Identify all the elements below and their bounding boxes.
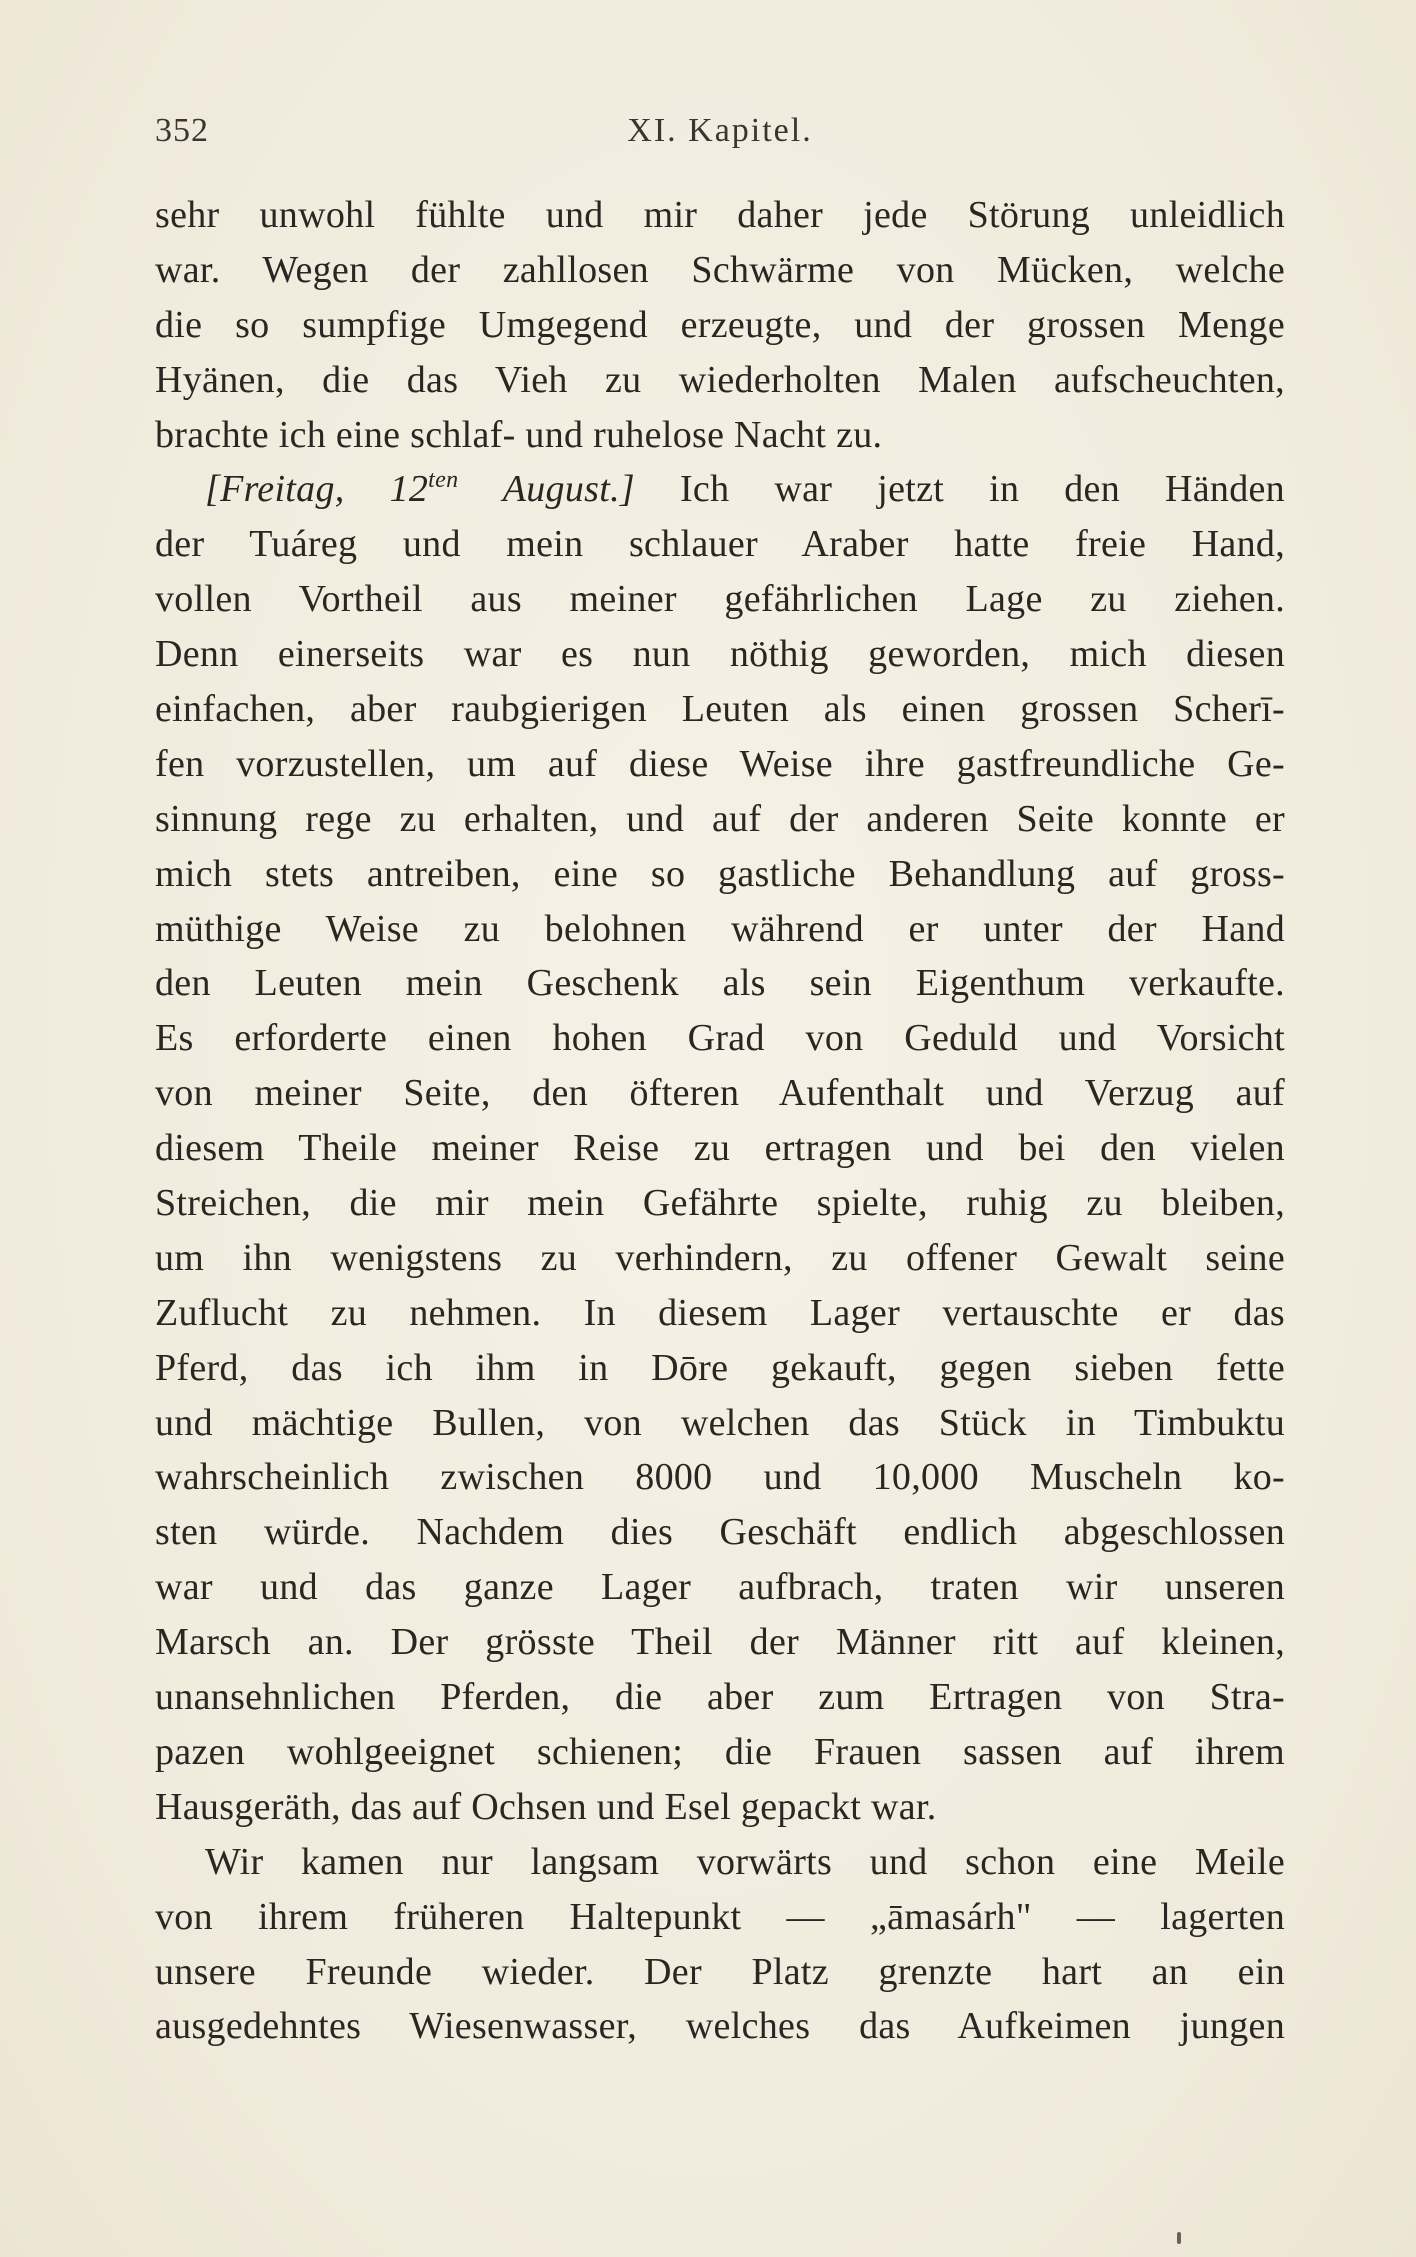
text-line-date: [Freitag, $12^{ten}$ August.] Ich war jetzt in den Händen <box>205 467 1285 511</box>
text-line: sten würde. Nachdem dies Geschäft endlich abgeschlossen <box>155 1511 1285 1554</box>
text-line: einfachen, aber raubgierigen Leuten als einen grossen Scherī- <box>155 688 1285 731</box>
text-line: Hyänen, die das Vieh zu wiederholten Malen aufscheuchten, <box>155 358 1285 401</box>
text-line: sehr unwohl fühlte und mir daher jede Störung unleidlich <box>155 194 1285 236</box>
text-line: sinnung rege zu erhalten, und auf der anderen Seite konnte er <box>155 797 1285 840</box>
text-line: mich stets antreiben, eine so gastliche Behandlung auf gross- <box>155 852 1285 895</box>
text-line: Pferd, das ich ihm in Dōre gekauft, gegen sieben fette <box>155 1346 1285 1389</box>
text-line: war. Wegen der zahllosen Schwärme von Mücken, welche <box>155 248 1285 291</box>
chapter-title: XI. Kapitel. <box>627 112 813 149</box>
text-line: der Tuáreg und mein schlauer Araber hatte freie Hand, <box>155 523 1285 566</box>
text-line: Wir kamen nur langsam vorwärts und schon eine Meile <box>205 1840 1285 1883</box>
text-line: diesem Theile meiner Reise zu ertragen und bei den vielen <box>155 1127 1285 1170</box>
text-line: unsere Freunde wieder. Der Platz grenzte hart an ein <box>155 1950 1285 1993</box>
text-line: brachte ich eine schlaf- und ruhelose Nacht zu. <box>155 413 883 456</box>
text-line: pazen wohlgeeignet schienen; die Frauen sassen auf ihrem <box>155 1730 1285 1773</box>
text-line: Denn einerseits war es nun nöthig geworden, mich diesen <box>155 633 1285 676</box>
text-line: von meiner Seite, den öfteren Aufenthalt und Verzug auf <box>155 1072 1285 1115</box>
text-line: war und das ganze Lager aufbrach, traten wir unseren <box>155 1566 1285 1609</box>
text-line: Zuflucht zu nehmen. In diesem Lager vertauschte er das <box>155 1291 1285 1334</box>
text-line: Streichen, die mir mein Gefährte spielte, ruhig zu bleiben, <box>155 1182 1285 1225</box>
text-line: um ihn wenigstens zu verhindern, zu offener Gewalt seine <box>155 1236 1285 1279</box>
text-line: müthige Weise zu belohnen während er unter der Hand <box>155 907 1285 950</box>
text-line: vollen Vortheil aus meiner gefährlichen Lage zu ziehen. <box>155 578 1285 621</box>
page-number: 352 <box>155 112 209 149</box>
text-line: den Leuten mein Geschenk als sein Eigenthum verkaufte. <box>155 962 1285 1005</box>
text-line: Hausgeräth, das auf Ochsen und Esel gepackt war. <box>155 1785 937 1828</box>
text-line: unansehnlichen Pferden, die aber zum Ertragen von Stra- <box>155 1676 1285 1719</box>
text-line: die so sumpfige Umgegend erzeugte, und der grossen Menge <box>155 303 1285 346</box>
text-line: fen vorzustellen, um auf diese Weise ihre gastfreundliche Ge- <box>155 742 1285 785</box>
text-line: Marsch an. Der grösste Theil der Männer ritt auf kleinen, <box>155 1621 1285 1664</box>
date-marker: [Freitag, $12^{ten}$ August.] <box>205 467 635 511</box>
running-head <box>155 112 1285 158</box>
body-text <box>155 188 1285 2054</box>
text-line: und mächtige Bullen, von welchen das Stück in Timbuktu <box>155 1401 1285 1444</box>
text-line: ausgedehntes Wiesenwasser, welches das Aufkeimen jungen <box>155 2005 1285 2048</box>
text-line: wahrscheinlich zwischen 8000 und 10,000 Muscheln ko- <box>155 1456 1285 1499</box>
text-line: Es erforderte einen hohen Grad von Geduld und Vorsicht <box>155 1017 1285 1060</box>
ink-speck <box>1177 2232 1181 2244</box>
text-line: von ihrem früheren Haltepunkt — „āmasárh" — lagerten <box>155 1895 1285 1938</box>
